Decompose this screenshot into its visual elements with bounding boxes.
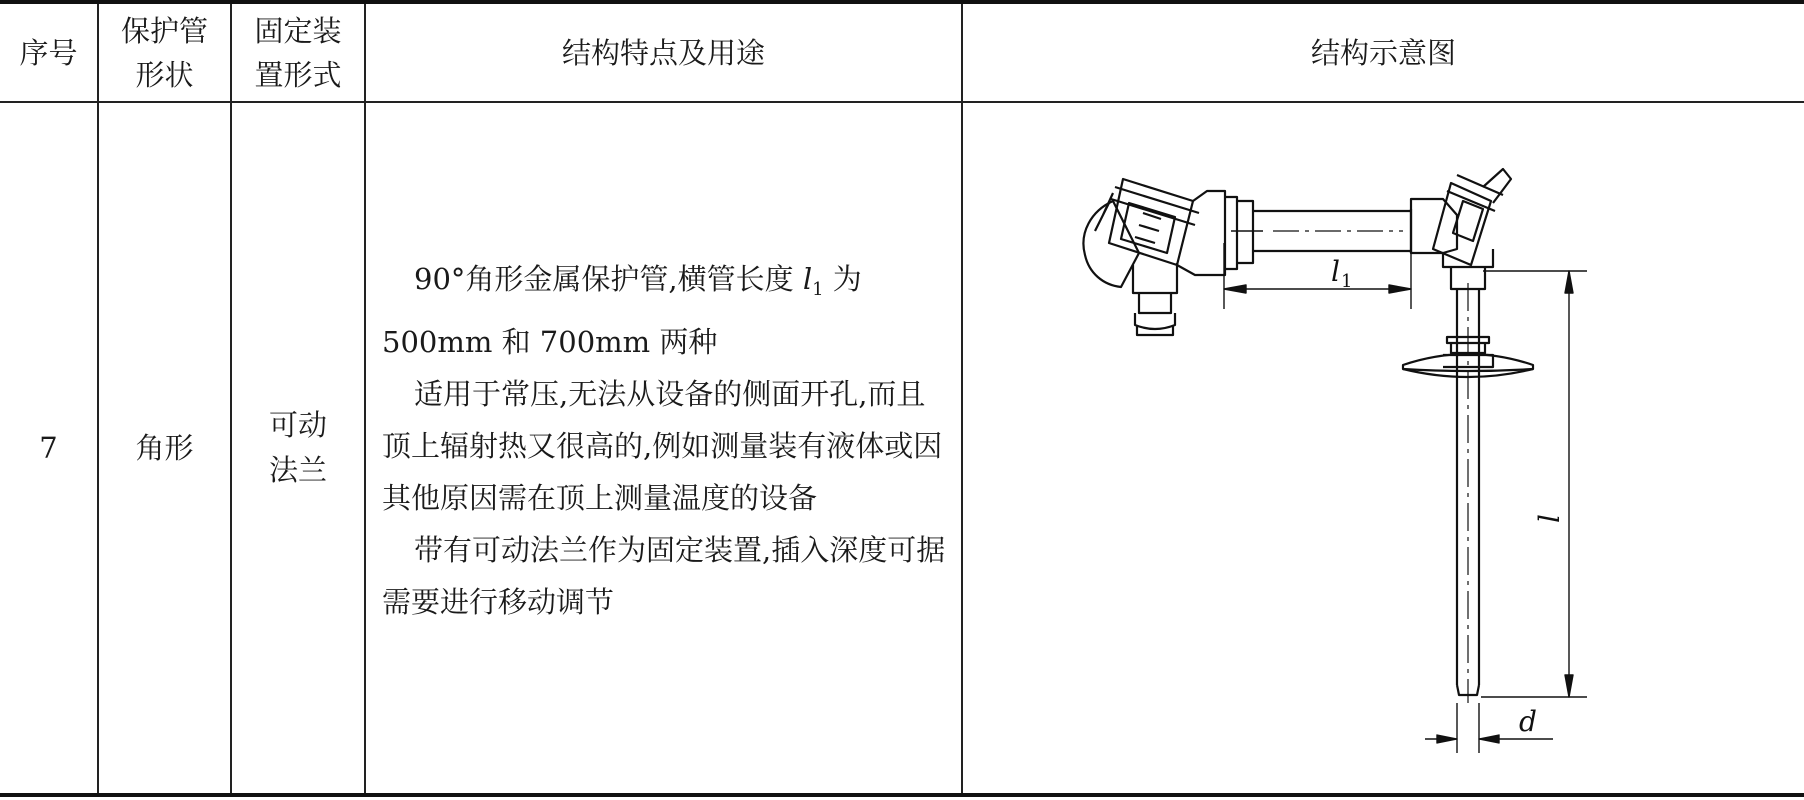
features-var-l1: l	[802, 262, 813, 296]
header-shape	[98, 2, 231, 102]
features-para-1	[382, 253, 947, 368]
table-row	[0, 102, 1804, 795]
horizontal-pipe	[1231, 209, 1411, 253]
features-var-l1-sub: 1	[812, 279, 824, 300]
row-index: 7	[0, 102, 98, 795]
header-fixing-text: 固定装置形式	[254, 13, 342, 92]
dimension-l	[1481, 271, 1587, 697]
header-diagram: 结构示意图	[962, 2, 1804, 102]
vertical-tube	[1457, 283, 1479, 703]
label-l1: l	[1331, 255, 1340, 288]
label-l: l	[1533, 514, 1566, 523]
row-shape: 角形	[98, 102, 231, 795]
row-features	[365, 102, 962, 795]
header-features: 结构特点及用途	[365, 2, 962, 102]
features-para-1-pre: 90°角形金属保护管,横管长度	[414, 262, 803, 296]
features-para-2: 适用于常压,无法从设备的侧面开孔,而且顶上辐射热又很高的,例如测量装有液体或因其他原因需在顶上测量温度的设备	[382, 377, 943, 515]
header-fixing	[231, 2, 365, 102]
features-text	[366, 103, 961, 628]
features-para-1-post: 为500mm 和 700mm 两种	[382, 262, 862, 359]
header-index: 序号	[0, 2, 98, 102]
label-d: d	[1519, 705, 1537, 738]
row-fixing-text: 可动法兰	[268, 408, 327, 487]
row-fixing	[231, 102, 365, 795]
label-l1-sub: 1	[1341, 271, 1353, 292]
movable-flange	[1403, 337, 1533, 377]
row-diagram	[962, 102, 1804, 795]
thermocouple-diagram	[963, 103, 1804, 800]
left-junction-box	[1083, 179, 1253, 335]
features-para-3: 带有可动法兰作为固定装置,插入深度可据需要进行移动调节	[382, 533, 946, 619]
header-shape-text: 保护管形状	[120, 13, 208, 92]
header-row	[0, 2, 1804, 102]
